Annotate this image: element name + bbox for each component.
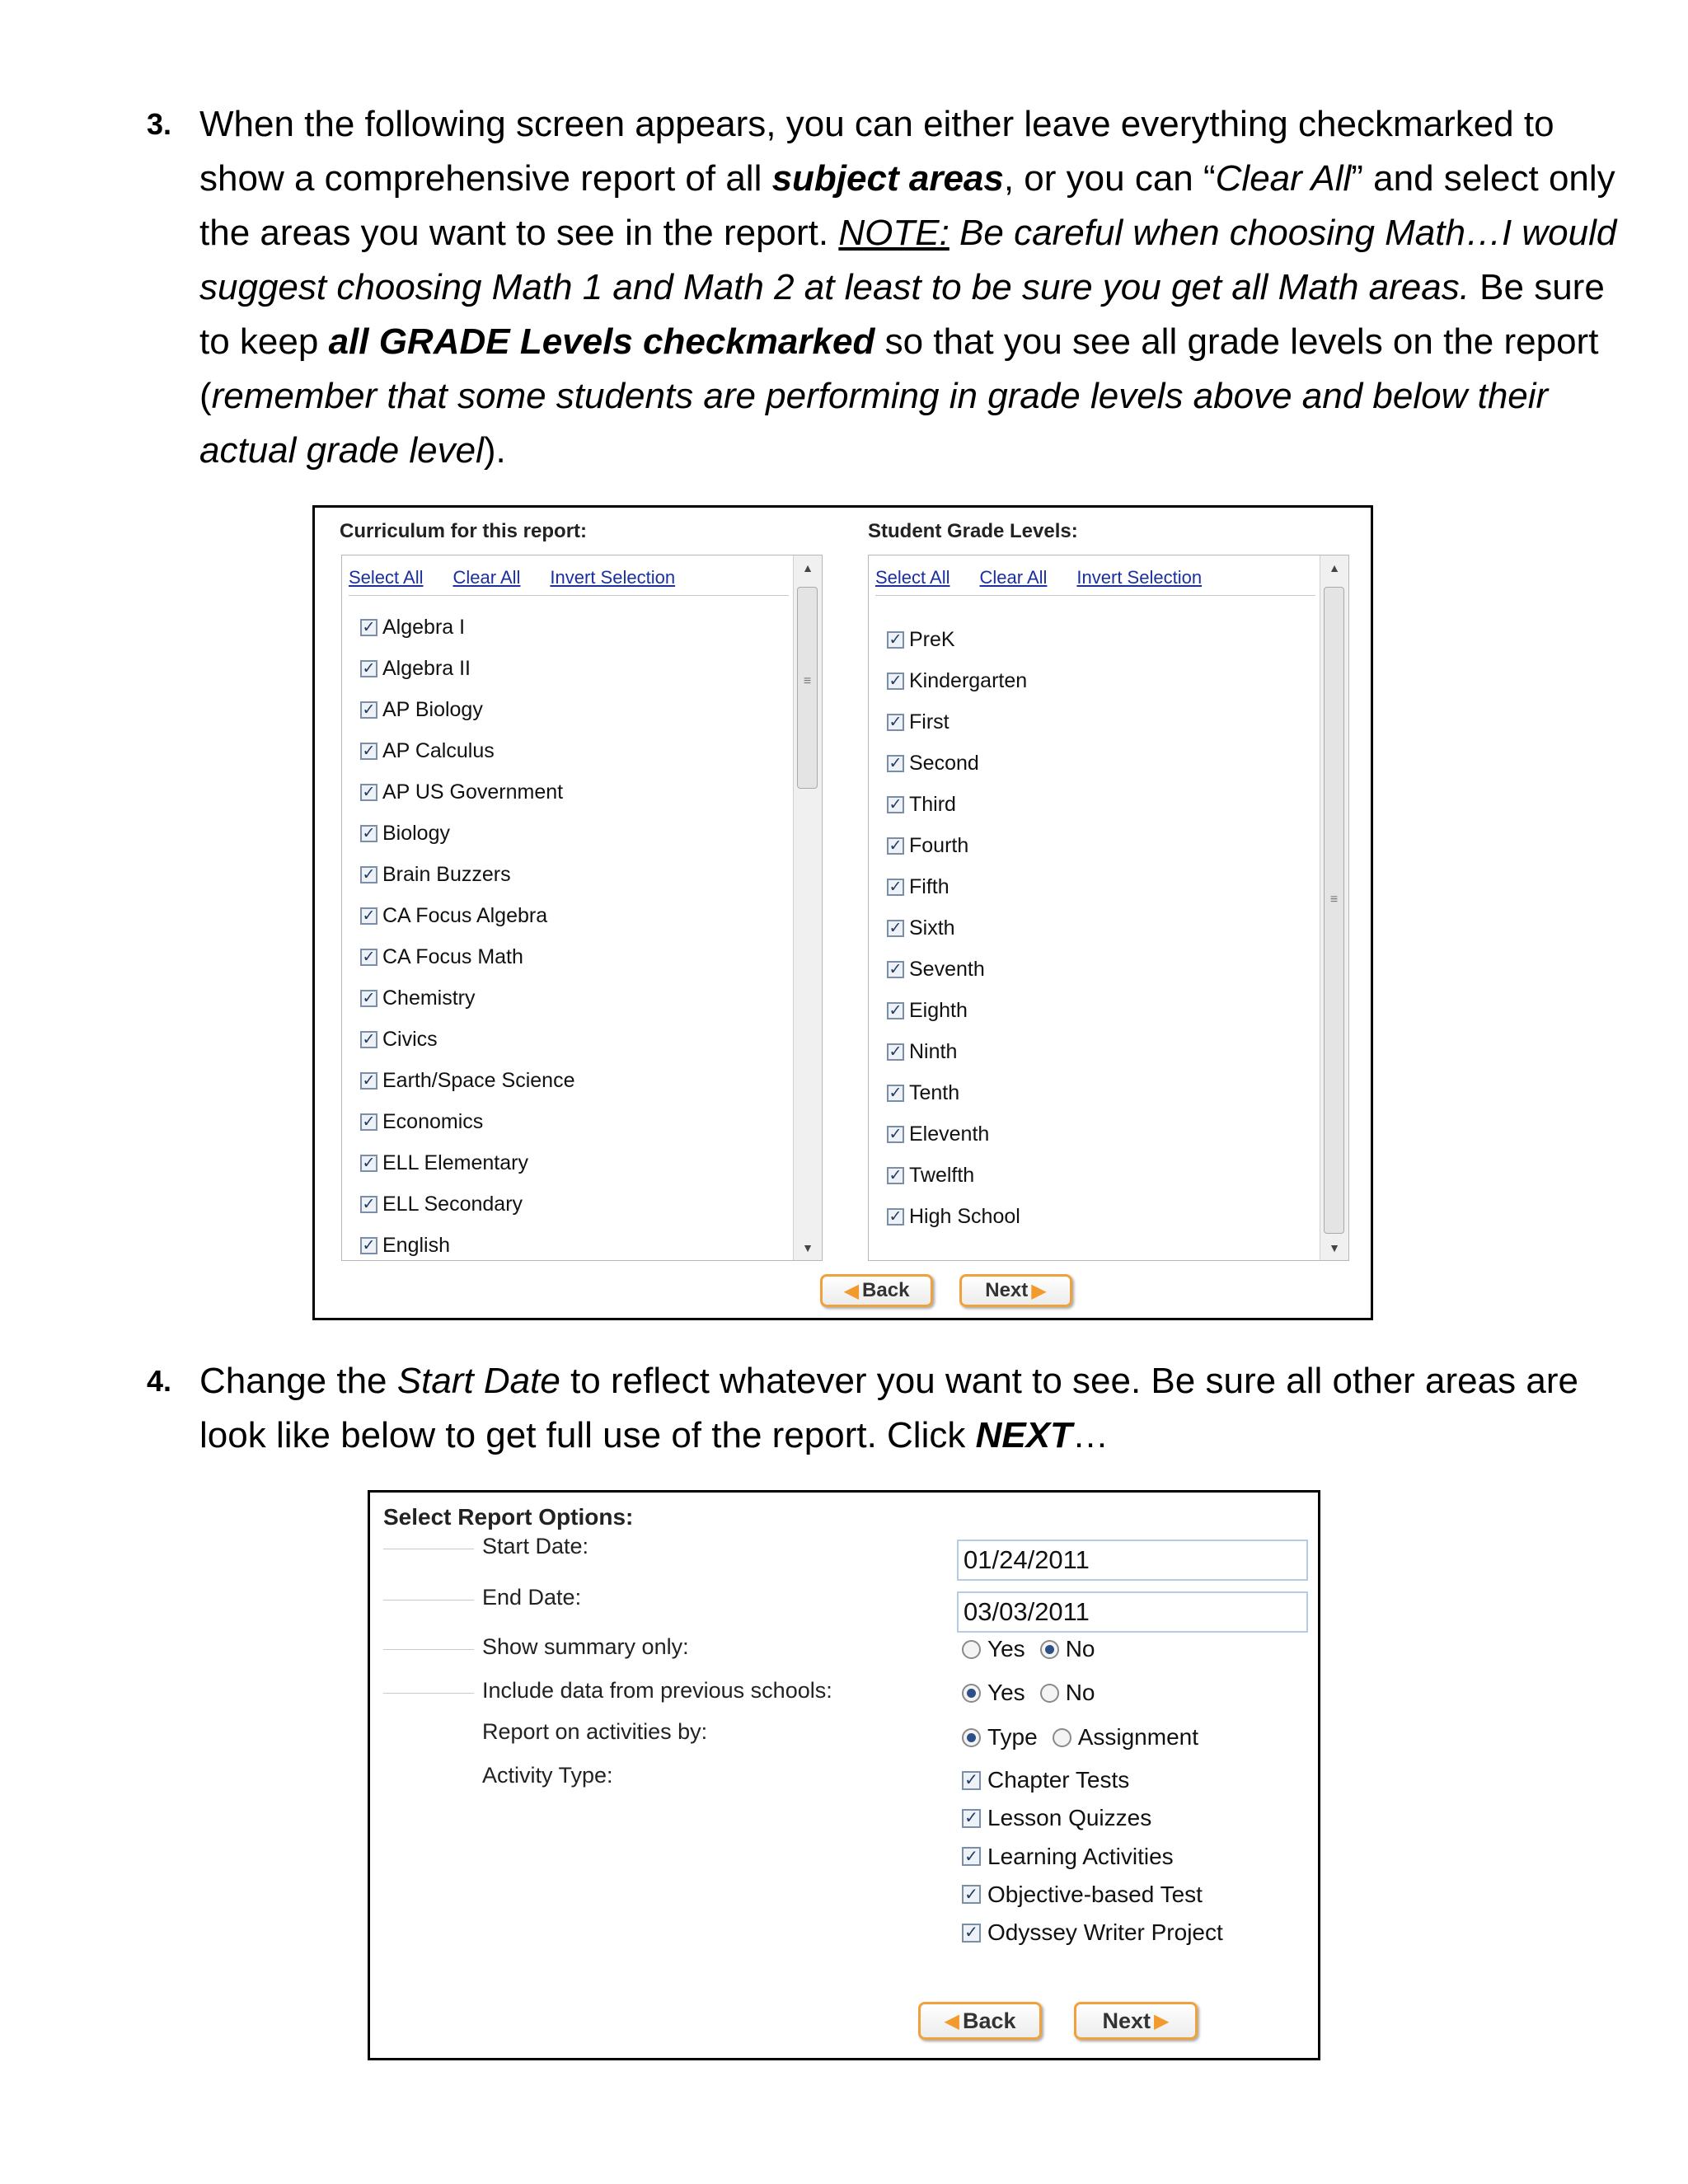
checkbox-label: ELL Elementary	[382, 1151, 528, 1174]
text-line: suggest choosing Math 1 and Math 2 at least to be sure you get all Math areas. Be sure	[199, 267, 1605, 307]
checkbox-checked-icon[interactable]: ✓	[360, 949, 377, 966]
checkbox-label: AP Biology	[382, 697, 483, 721]
checkbox-checked-icon[interactable]: ✓	[887, 837, 904, 855]
checkbox-label: Eighth	[909, 998, 968, 1022]
checkbox-checked-icon[interactable]: ✓	[887, 796, 904, 813]
checkbox-item[interactable]	[360, 1101, 483, 1142]
scroll-thumb[interactable]	[797, 587, 818, 789]
scroll-thumb[interactable]	[1324, 587, 1344, 1234]
checkbox-label: CA Focus Algebra	[382, 903, 548, 927]
summary-no-radio[interactable]	[1040, 1640, 1059, 1659]
checkbox-item[interactable]	[887, 701, 950, 743]
checkbox-checked-icon[interactable]: ✓	[887, 1002, 904, 1019]
checkbox-checked-icon[interactable]: ✓	[360, 990, 377, 1007]
checkbox-label: AP Calculus	[382, 738, 495, 762]
step-number: 4.	[147, 1364, 172, 1398]
grip-icon: ≡	[1329, 893, 1339, 907]
checkbox-label: Civics	[382, 1027, 438, 1051]
grip-icon: ≡	[803, 674, 812, 688]
checkbox-item[interactable]	[887, 743, 979, 784]
checkbox-label: Algebra II	[382, 656, 471, 680]
checkbox-item[interactable]	[887, 949, 985, 990]
divider	[383, 1693, 474, 1694]
checkbox-item[interactable]	[360, 648, 471, 689]
checkbox-label: Tenth	[909, 1080, 960, 1104]
curriculum-grade-screenshot	[312, 505, 1373, 1320]
checkbox-checked-icon[interactable]: ✓	[887, 1043, 904, 1061]
scroll-down-icon[interactable]: ▼	[1329, 1241, 1340, 1254]
checkbox-item[interactable]	[887, 660, 1027, 701]
end-date-input[interactable]: 03/03/2011	[957, 1591, 1308, 1633]
next-arrow-icon: ▶	[1031, 1279, 1047, 1302]
summary-radio-group: Yes No	[962, 1634, 1095, 1664]
select-all-link[interactable]: Select All	[349, 567, 424, 588]
checkbox-checked-icon[interactable]: ✓	[360, 660, 377, 677]
start-date-label: Start Date:	[482, 1534, 589, 1558]
invert-selection-link[interactable]: Invert Selection	[1076, 567, 1203, 588]
checkbox-label: AP US Government	[382, 780, 564, 804]
checkbox-checked-icon[interactable]: ✓	[962, 1771, 981, 1790]
checkbox-item[interactable]	[360, 689, 483, 730]
activity-type-checkbox[interactable]	[962, 1803, 1151, 1833]
checkbox-item[interactable]	[887, 1196, 1020, 1237]
checkbox-checked-icon[interactable]: ✓	[887, 1208, 904, 1226]
grade-listbox[interactable]	[868, 555, 1349, 1261]
text-line: (remember that some students are performing in grade levels above and below their	[199, 376, 1549, 416]
previous-schools-radio-group: Yes No	[962, 1678, 1095, 1708]
checkbox-label: Sixth	[909, 916, 955, 940]
end-date-label: End Date:	[482, 1585, 582, 1610]
start-date-input[interactable]: 01/24/2011	[957, 1540, 1308, 1581]
checkbox-checked-icon[interactable]: ✓	[887, 1085, 904, 1102]
report-by-type-radio[interactable]	[962, 1728, 981, 1747]
curriculum-listbox[interactable]	[341, 555, 823, 1261]
checkbox-item[interactable]	[887, 825, 968, 866]
checkbox-checked-icon[interactable]: ✓	[360, 1237, 377, 1254]
checkbox-label: Chemistry	[382, 986, 476, 1010]
text-line: to keep all GRADE Levels checkmarked so that you see all grade levels on the report	[199, 321, 1599, 362]
report-by-label: Report on activities by:	[482, 1719, 708, 1744]
activity-type-checkbox[interactable]	[962, 1918, 1223, 1947]
divider	[383, 1600, 474, 1601]
checkbox-checked-icon[interactable]: ✓	[887, 673, 904, 690]
activity-type-checkbox[interactable]	[962, 1880, 1203, 1910]
text-line: show a comprehensive report of all subject areas, or you can “Clear All” and select only	[199, 158, 1615, 199]
checkbox-item[interactable]	[887, 1113, 989, 1155]
checkbox-checked-icon[interactable]: ✓	[360, 784, 377, 801]
checkbox-checked-icon[interactable]: ✓	[962, 1809, 981, 1828]
checkbox-item[interactable]	[360, 607, 465, 648]
checkbox-label: Learning Activities	[987, 1843, 1174, 1869]
checkbox-label: Fifth	[909, 874, 950, 898]
step-number: 3.	[147, 107, 172, 141]
checkbox-label: Objective-based Test	[987, 1881, 1203, 1907]
clear-all-link[interactable]: Clear All	[979, 567, 1048, 588]
back-button[interactable]: ◀ Back	[820, 1274, 933, 1307]
checkbox-label: First	[909, 710, 950, 733]
checkbox-label: Third	[909, 792, 956, 816]
divider	[383, 1649, 474, 1650]
checkbox-item[interactable]	[360, 1060, 574, 1101]
checkbox-item[interactable]	[887, 907, 955, 949]
checkbox-label: ELL Secondary	[382, 1192, 523, 1216]
previous-schools-yes-radio[interactable]	[962, 1684, 981, 1703]
curriculum-scrollbar[interactable]	[793, 555, 822, 1260]
checkbox-checked-icon[interactable]: ✓	[360, 1031, 377, 1048]
checkbox-item[interactable]	[887, 1031, 957, 1072]
step-4-text	[199, 1354, 1606, 1463]
checkbox-label: Kindergarten	[909, 668, 1028, 692]
checkbox-item[interactable]	[360, 1142, 528, 1183]
report-options-header: Select Report Options:	[383, 1504, 634, 1530]
checkbox-checked-icon[interactable]: ✓	[360, 1072, 377, 1090]
checkbox-item[interactable]	[360, 1225, 450, 1261]
checkbox-label: Economics	[382, 1109, 484, 1133]
checkbox-label: Algebra I	[382, 615, 466, 639]
checkbox-item[interactable]	[360, 1183, 523, 1225]
next-button[interactable]: Next ▶	[959, 1274, 1072, 1307]
checkbox-checked-icon[interactable]: ✓	[360, 866, 377, 883]
checkbox-checked-icon[interactable]: ✓	[887, 1167, 904, 1184]
step-3-text	[199, 97, 1617, 478]
checkbox-label: Chapter Tests	[987, 1767, 1130, 1793]
scroll-down-icon[interactable]: ▼	[802, 1241, 814, 1254]
next-arrow-icon: ▶	[1154, 2009, 1170, 2032]
checkbox-label: Earth/Space Science	[382, 1068, 575, 1092]
previous-schools-no-radio[interactable]	[1040, 1684, 1059, 1703]
grade-scrollbar[interactable]	[1320, 555, 1348, 1260]
report-by-radio-group: Type Assignment	[962, 1722, 1198, 1752]
checkbox-checked-icon[interactable]: ✓	[360, 1155, 377, 1172]
grade-links	[875, 567, 1315, 596]
checkbox-item[interactable]	[887, 866, 950, 907]
checkbox-checked-icon[interactable]: ✓	[887, 879, 904, 896]
text-line: actual grade level).	[199, 430, 506, 471]
checkbox-checked-icon[interactable]: ✓	[360, 619, 377, 636]
checkbox-checked-icon[interactable]: ✓	[887, 755, 904, 772]
checkbox-checked-icon[interactable]: ✓	[887, 1126, 904, 1143]
checkbox-checked-icon[interactable]: ✓	[962, 1847, 981, 1866]
checkbox-label: English	[382, 1233, 450, 1257]
scroll-up-icon[interactable]: ▲	[802, 561, 814, 574]
checkbox-checked-icon[interactable]: ✓	[887, 920, 904, 937]
checkbox-label: Fourth	[909, 833, 969, 857]
checkbox-item[interactable]	[360, 1019, 438, 1060]
checkbox-label: Lesson Quizzes	[987, 1805, 1152, 1831]
checkbox-checked-icon[interactable]: ✓	[887, 631, 904, 649]
checkbox-label: CA Focus Math	[382, 944, 523, 968]
checkbox-checked-icon[interactable]: ✓	[887, 961, 904, 978]
summary-yes-radio[interactable]	[962, 1640, 981, 1659]
checkbox-label: Biology	[382, 821, 450, 845]
summary-label: Show summary only:	[482, 1634, 689, 1659]
checkbox-item[interactable]	[360, 936, 523, 977]
text-line: look like below to get full use of the report. Click NEXT…	[199, 1415, 1109, 1455]
checkbox-label: Brain Buzzers	[382, 862, 511, 886]
step-3	[147, 97, 1617, 478]
checkbox-item[interactable]	[360, 895, 547, 936]
checkbox-label: High School	[909, 1204, 1020, 1228]
text-line: Change the Start Date to reflect whatever you want to see. Be sure all other areas are	[199, 1361, 1578, 1401]
back-arrow-icon: ◀	[843, 1279, 860, 1302]
background-ghost-text	[659, 1526, 664, 1549]
checkbox-item[interactable]	[887, 1155, 974, 1196]
report-by-assignment-radio[interactable]	[1053, 1728, 1071, 1747]
checkbox-item[interactable]	[360, 771, 563, 813]
checkbox-checked-icon[interactable]: ✓	[962, 1924, 981, 1943]
checkbox-checked-icon[interactable]: ✓	[887, 714, 904, 731]
previous-schools-label: Include data from previous schools:	[482, 1678, 832, 1703]
checkbox-item[interactable]	[360, 813, 450, 854]
checkbox-item[interactable]	[887, 1072, 959, 1113]
curriculum-header: Curriculum for this report:	[340, 520, 588, 542]
checkbox-item[interactable]	[887, 619, 955, 660]
checkbox-item[interactable]	[360, 977, 476, 1019]
back-button[interactable]: ◀ Back	[918, 2002, 1042, 2040]
checkbox-label: Twelfth	[909, 1163, 975, 1187]
clear-all-link[interactable]: Clear All	[452, 567, 521, 588]
report-options-screenshot	[368, 1490, 1320, 2060]
curriculum-links	[349, 567, 789, 596]
checkbox-label: PreK	[909, 627, 955, 651]
activity-type-checkbox[interactable]	[962, 1765, 1129, 1795]
checkbox-item[interactable]	[360, 854, 511, 895]
checkbox-item[interactable]	[887, 990, 968, 1031]
select-all-link[interactable]: Select All	[875, 567, 950, 588]
grade-levels-header: Student Grade Levels:	[868, 520, 1078, 542]
checkbox-label: Ninth	[909, 1039, 958, 1063]
step-4	[147, 1354, 1606, 1463]
checkbox-checked-icon[interactable]: ✓	[360, 1196, 377, 1213]
checkbox-checked-icon[interactable]: ✓	[962, 1885, 981, 1904]
checkbox-label: Seventh	[909, 957, 985, 981]
checkbox-checked-icon[interactable]: ✓	[360, 701, 377, 719]
activity-type-label: Activity Type:	[482, 1763, 613, 1788]
activity-type-checkbox[interactable]	[962, 1842, 1174, 1872]
text-line: When the following screen appears, you can either leave everything checkmarked to	[199, 104, 1554, 144]
invert-selection-link[interactable]: Invert Selection	[550, 567, 676, 588]
scroll-up-icon[interactable]: ▲	[1329, 561, 1340, 574]
checkbox-label: Odyssey Writer Project	[987, 1919, 1223, 1946]
checkbox-label: Second	[909, 751, 979, 775]
checkbox-checked-icon[interactable]: ✓	[360, 825, 377, 842]
text-line: the areas you want to see in the report. NOTE: Be careful when choosing Math…I would	[199, 213, 1617, 253]
back-arrow-icon: ◀	[944, 2009, 959, 2032]
checkbox-checked-icon[interactable]: ✓	[360, 743, 377, 760]
checkbox-item[interactable]	[887, 784, 956, 825]
checkbox-item[interactable]	[360, 730, 495, 771]
checkbox-checked-icon[interactable]: ✓	[360, 1113, 377, 1131]
checkbox-checked-icon[interactable]: ✓	[360, 907, 377, 925]
next-button[interactable]: Next ▶	[1074, 2002, 1198, 2040]
checkbox-label: Eleventh	[909, 1122, 990, 1146]
